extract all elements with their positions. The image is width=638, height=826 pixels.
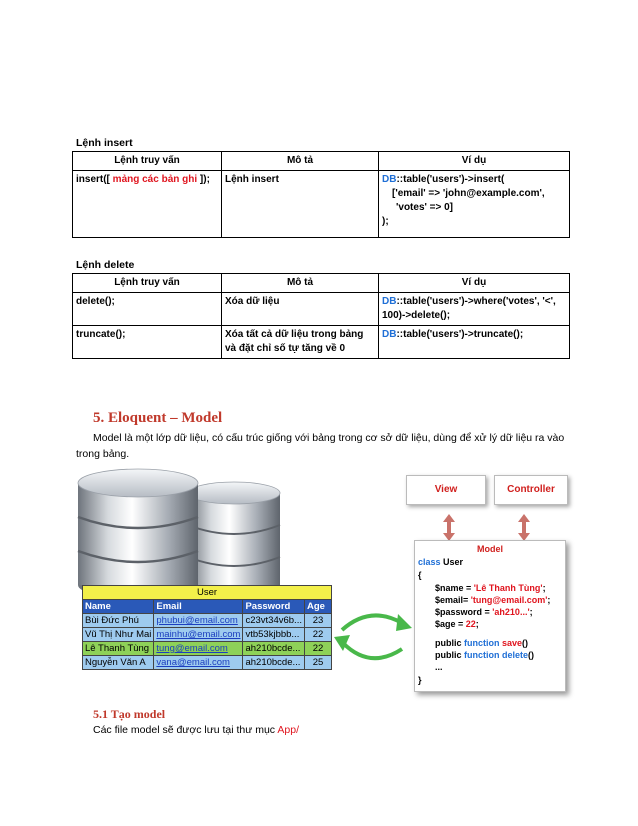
code-line: $age = 22; [435,619,479,629]
email-link[interactable]: tung@email.com [156,643,228,654]
email-link[interactable]: mainhu@email.com [156,629,241,640]
database-icon [78,469,198,599]
table-row: Vũ Thị Như Mai mainhu@email.com vtb53kjbbb... 22 [83,628,332,642]
subsection-text: Các file model sẽ được lưu tại thư mục App/ [93,724,299,736]
table-row [73,171,570,238]
table-row [73,326,570,359]
code-line: public function delete() [435,650,535,660]
code-line: public function save() [435,638,529,648]
user-data-table [82,585,332,670]
column-header: Ví dụ [379,152,570,171]
column-header: Name [83,600,154,614]
column-header: Mô tả [222,274,379,293]
column-header: Lệnh truy vấn [73,152,222,171]
paragraph-line: trong bảng. [76,448,130,460]
description-cell: Xóa tất cả dữ liệu trong bảng và đặt chỉ số tự tăng về 0 [222,326,379,359]
code-line: } [418,675,422,685]
email-link[interactable]: vana@email.com [156,657,230,668]
insert-table [72,151,570,238]
column-header: Password [243,600,305,614]
table-row: Nguyễn Văn A vana@email.com ah210bcde... 25 [83,656,332,670]
double-arrow-icon [518,514,530,541]
model-code-box [414,540,566,692]
double-arrow-icon [443,514,455,541]
table-row: Lê Thanh Tùng tung@email.com ah210bcde... 22 [83,642,332,656]
code-line: class User [418,557,464,567]
delete-caption: Lệnh delete [76,259,135,271]
description-cell: Lệnh insert [222,171,379,238]
code-line: $password = 'ah210...'; [435,607,533,617]
code-line: ... [435,662,443,672]
database-icon [188,482,280,596]
table-title-row [83,586,332,600]
command-cell: insert([ mảng các bản ghi ]); [73,171,222,238]
curved-arrow-icon [334,614,412,658]
controller-box: Controller [494,475,568,505]
subsection-heading: 5.1 Tạo model [93,707,166,721]
paragraph-line: Model là một lớp dữ liệu, có cấu trúc giống với bảng trong cơ sở dữ liệu, dùng để xử lý dữ liệu ra vào [93,432,565,444]
example-cell: DB::table('users')->insert( ['email' => 'john@example.com', 'votes' => 0] ); [379,171,570,238]
command-cell: delete(); [73,293,222,326]
code-line: $name = 'Lê Thanh Tùng'; [435,583,546,593]
view-box: View [406,475,486,505]
command-cell: truncate(); [73,326,222,359]
example-cell: DB::table('users')->truncate(); [379,326,570,359]
column-header: Email [154,600,243,614]
code-line: { [418,570,422,580]
column-header: Lệnh truy vấn [73,274,222,293]
code-line: $email= 'tung@email.com'; [435,595,551,605]
model-title: Model [477,544,503,554]
section-heading: 5. Eloquent – Model [93,410,223,426]
email-link[interactable]: phubui@email.com [156,615,238,626]
column-header: Ví dụ [379,274,570,293]
description-cell: Xóa dữ liệu [222,293,379,326]
example-cell: DB::table('users')->where('votes', '<', 100)->delete(); [379,293,570,326]
table-header-row [73,152,570,171]
delete-table [72,273,570,359]
table-header-row [83,600,332,614]
column-header: Mô tả [222,152,379,171]
insert-caption: Lệnh insert [76,137,133,149]
table-row: Bùi Đức Phú phubui@email.com c23vt34v6b... 23 [83,614,332,628]
table-row [73,293,570,326]
column-header: Age [304,600,331,614]
table-title: User [83,586,332,600]
table-header-row [73,274,570,293]
